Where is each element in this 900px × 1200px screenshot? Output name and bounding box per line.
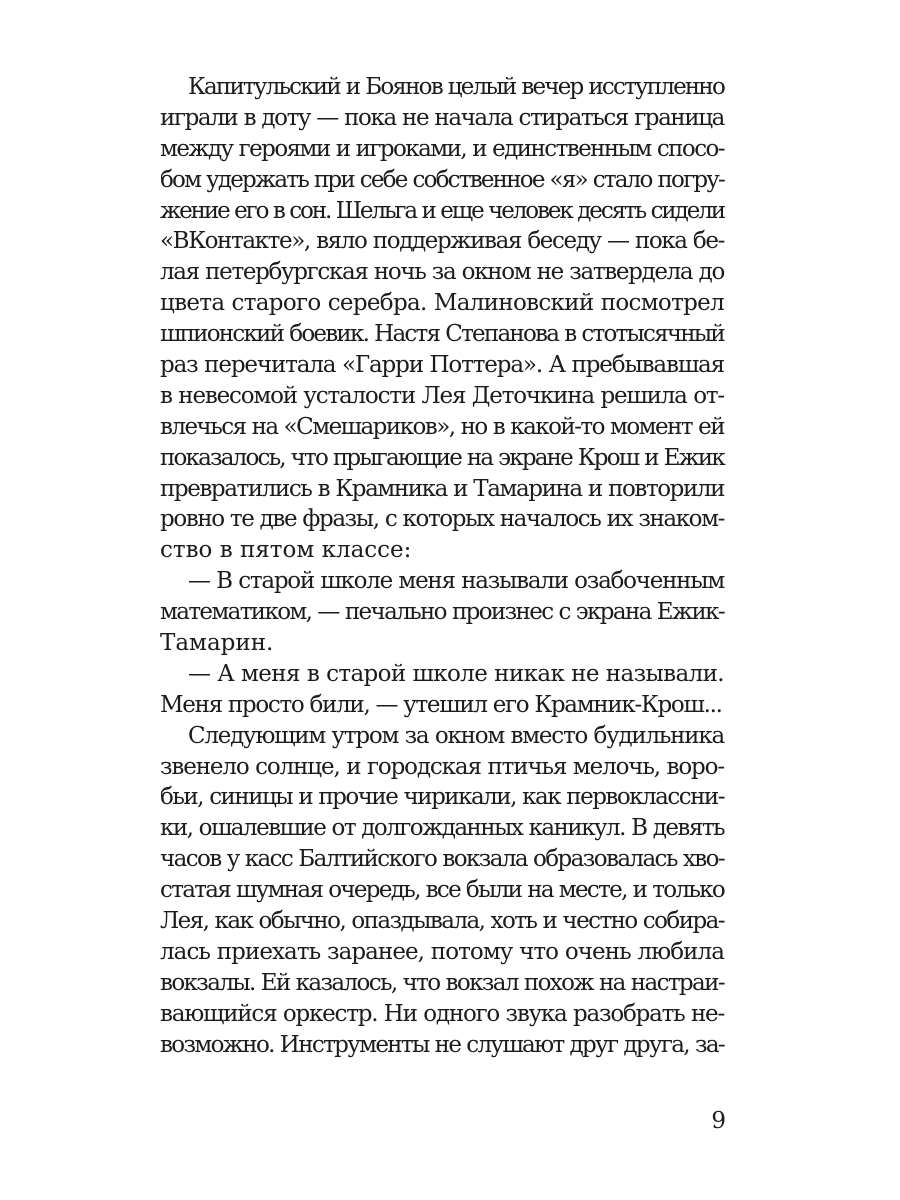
text-line: Меня просто били, — утешил его Крамник-Крош... xyxy=(160,691,722,718)
text-line: математиком, — печально произнес с экрана Ежик- xyxy=(160,599,724,626)
text-line: ровно те две фразы, с которых началось их знаком- xyxy=(160,506,724,533)
text-line: возможно. Инструменты не слушают друг друга, за- xyxy=(160,1031,724,1058)
text-line: Лея, как обычно, опаздывала, хоть и честно собира- xyxy=(160,908,724,935)
text-line: жение его в сон. Шельга и еще человек десять сидели xyxy=(160,197,724,224)
text-line: Капитульский и Боянов целый вечер исступленно xyxy=(188,74,724,100)
text-line: ки, ошалевшие от долгожданных каникул. В девять xyxy=(160,815,724,842)
text-line: в невесомой усталости Лея Деточкина решила от- xyxy=(160,382,724,409)
text-line: Следующим утром за окном вместо будильника xyxy=(188,722,724,749)
text-line: раз перечитала «Гарри Поттера». А пребывавшая xyxy=(160,352,724,379)
text-line: играли в доту — пока не начала стираться граница xyxy=(160,104,724,131)
text-line: — В старой школе меня называли озабоченным xyxy=(188,568,724,595)
text-line: лая петербургская ночь за окном не затвердела до xyxy=(160,259,724,286)
text-line: ство в пятом классе: xyxy=(160,537,412,564)
text-line: вокзалы. Ей казалось, что вокзал похож на настраи- xyxy=(160,969,724,996)
text-line: между героями и игроками, и единственным спосо- xyxy=(160,135,724,162)
body-text xyxy=(160,72,724,1061)
text-line: цвета старого серебра. Малиновский посмотрел xyxy=(160,290,724,317)
text-line: бьи, синицы и прочие чирикали, как первоклассни- xyxy=(160,784,724,811)
text-line: показалось, что прыгающие на экране Крош и Ежик xyxy=(160,444,724,471)
text-line: статая шумная очередь, все были на месте, и только xyxy=(160,877,724,904)
page-number: 9 xyxy=(711,1108,726,1134)
text-line: влечься на «Смешариков», но в какой-то момент ей xyxy=(160,413,724,440)
text-line: — А меня в старой школе никак не называли. xyxy=(188,660,724,687)
text-line: вающийся оркестр. Ни одного звука разобрать не- xyxy=(160,1000,724,1027)
text-line: лась приехать заранее, потому что очень любила xyxy=(160,938,724,965)
text-line: «ВКонтакте», вяло поддерживая беседу — пока бе- xyxy=(160,228,724,255)
text-line: часов у касс Балтийского вокзала образовалась хво- xyxy=(160,846,724,873)
text-line: бом удержать при себе собственное «я» стало погру- xyxy=(160,166,724,193)
text-line: шпионский боевик. Настя Степанова в стотысячный xyxy=(160,321,724,348)
text-line: превратились в Крамника и Тамарина и повторили xyxy=(160,475,724,502)
text-line: Тамарин. xyxy=(160,630,274,657)
text-line: звенело солнце, и городская птичья мелочь, воро- xyxy=(160,753,724,780)
